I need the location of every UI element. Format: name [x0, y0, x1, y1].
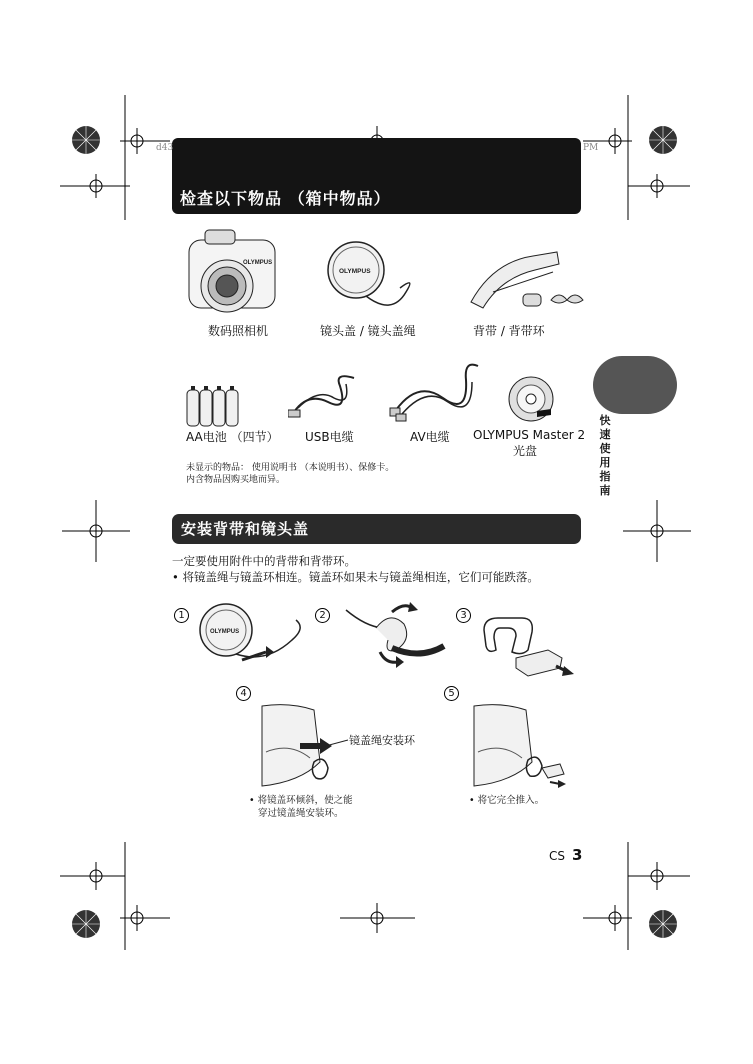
step-1-number: 1: [174, 608, 189, 623]
strap-illustration: [463, 242, 588, 317]
step-5-illustration: [472, 702, 572, 792]
item-cd-label-line2: 光盘: [513, 444, 538, 458]
intro-line: 一定要使用附件中的背带和背带环。: [172, 554, 356, 568]
bullet-line: • 将镜盖绳与镜盖环相连。镜盖环如果未与镜盖绳相连，它们可能跌落。: [172, 570, 539, 584]
item-camera-label: 数码照相机: [208, 324, 269, 338]
step-5-number: 5: [444, 686, 459, 701]
section-tab: [593, 356, 677, 414]
step-4-callout-line: [318, 738, 350, 750]
step-2-illustration: [340, 600, 450, 672]
section-title: 安装背带和镜头盖: [181, 520, 310, 538]
side-tab-label: 快速使用指南: [599, 414, 611, 497]
step-3-number: 3: [456, 608, 471, 623]
item-batteries-label: AA电池 （四节）: [186, 430, 279, 444]
footer-language: CS: [549, 849, 565, 863]
step-4-note-line-1: • 将镜盖环倾斜，使之能: [249, 795, 353, 806]
step-3-illustration: [476, 610, 581, 680]
step-5-note: • 将它完全推入。: [469, 795, 545, 806]
page-title: 检查以下物品 （箱中物品）: [180, 189, 391, 208]
item-av-cable-label: AV电缆: [410, 430, 450, 444]
step-1-brand: OLYMPUS: [210, 629, 240, 635]
camera-brand: OLYMPUS: [243, 260, 273, 266]
lens-cap-illustration: [322, 238, 418, 318]
usb-cable-illustration: [288, 372, 360, 422]
step-2-number: 2: [315, 608, 330, 623]
note-line-2: 内含物品因购买地而异。: [186, 475, 286, 485]
page-number: 3: [572, 846, 583, 864]
item-strap-label: 背带 / 背带环: [473, 324, 545, 338]
slug-right: PM: [583, 143, 599, 153]
step-4-callout: 镜盖绳安装环: [349, 734, 415, 747]
step-4-note-line-2: 穿过镜盖绳安装环。: [258, 808, 344, 819]
step-1-illustration: [196, 600, 312, 672]
item-lens-cap-label: 镜头盖 / 镜头盖绳: [320, 324, 416, 338]
step-4-number: 4: [236, 686, 251, 701]
batteries-illustration: [185, 384, 243, 428]
lens-cap-brand: OLYMPUS: [339, 268, 371, 275]
item-usb-cable-label: USB电缆: [305, 430, 354, 444]
note-line-1: 未显示的物品： 使用说明书 （本说明书）、保修卡。: [186, 463, 395, 473]
camera-illustration: [185, 228, 280, 318]
cd-illustration: [507, 375, 555, 423]
slug-left: d43: [156, 143, 174, 153]
item-cd-label: OLYMPUS Master 2: [473, 428, 586, 442]
av-cable-illustration: [388, 360, 482, 422]
